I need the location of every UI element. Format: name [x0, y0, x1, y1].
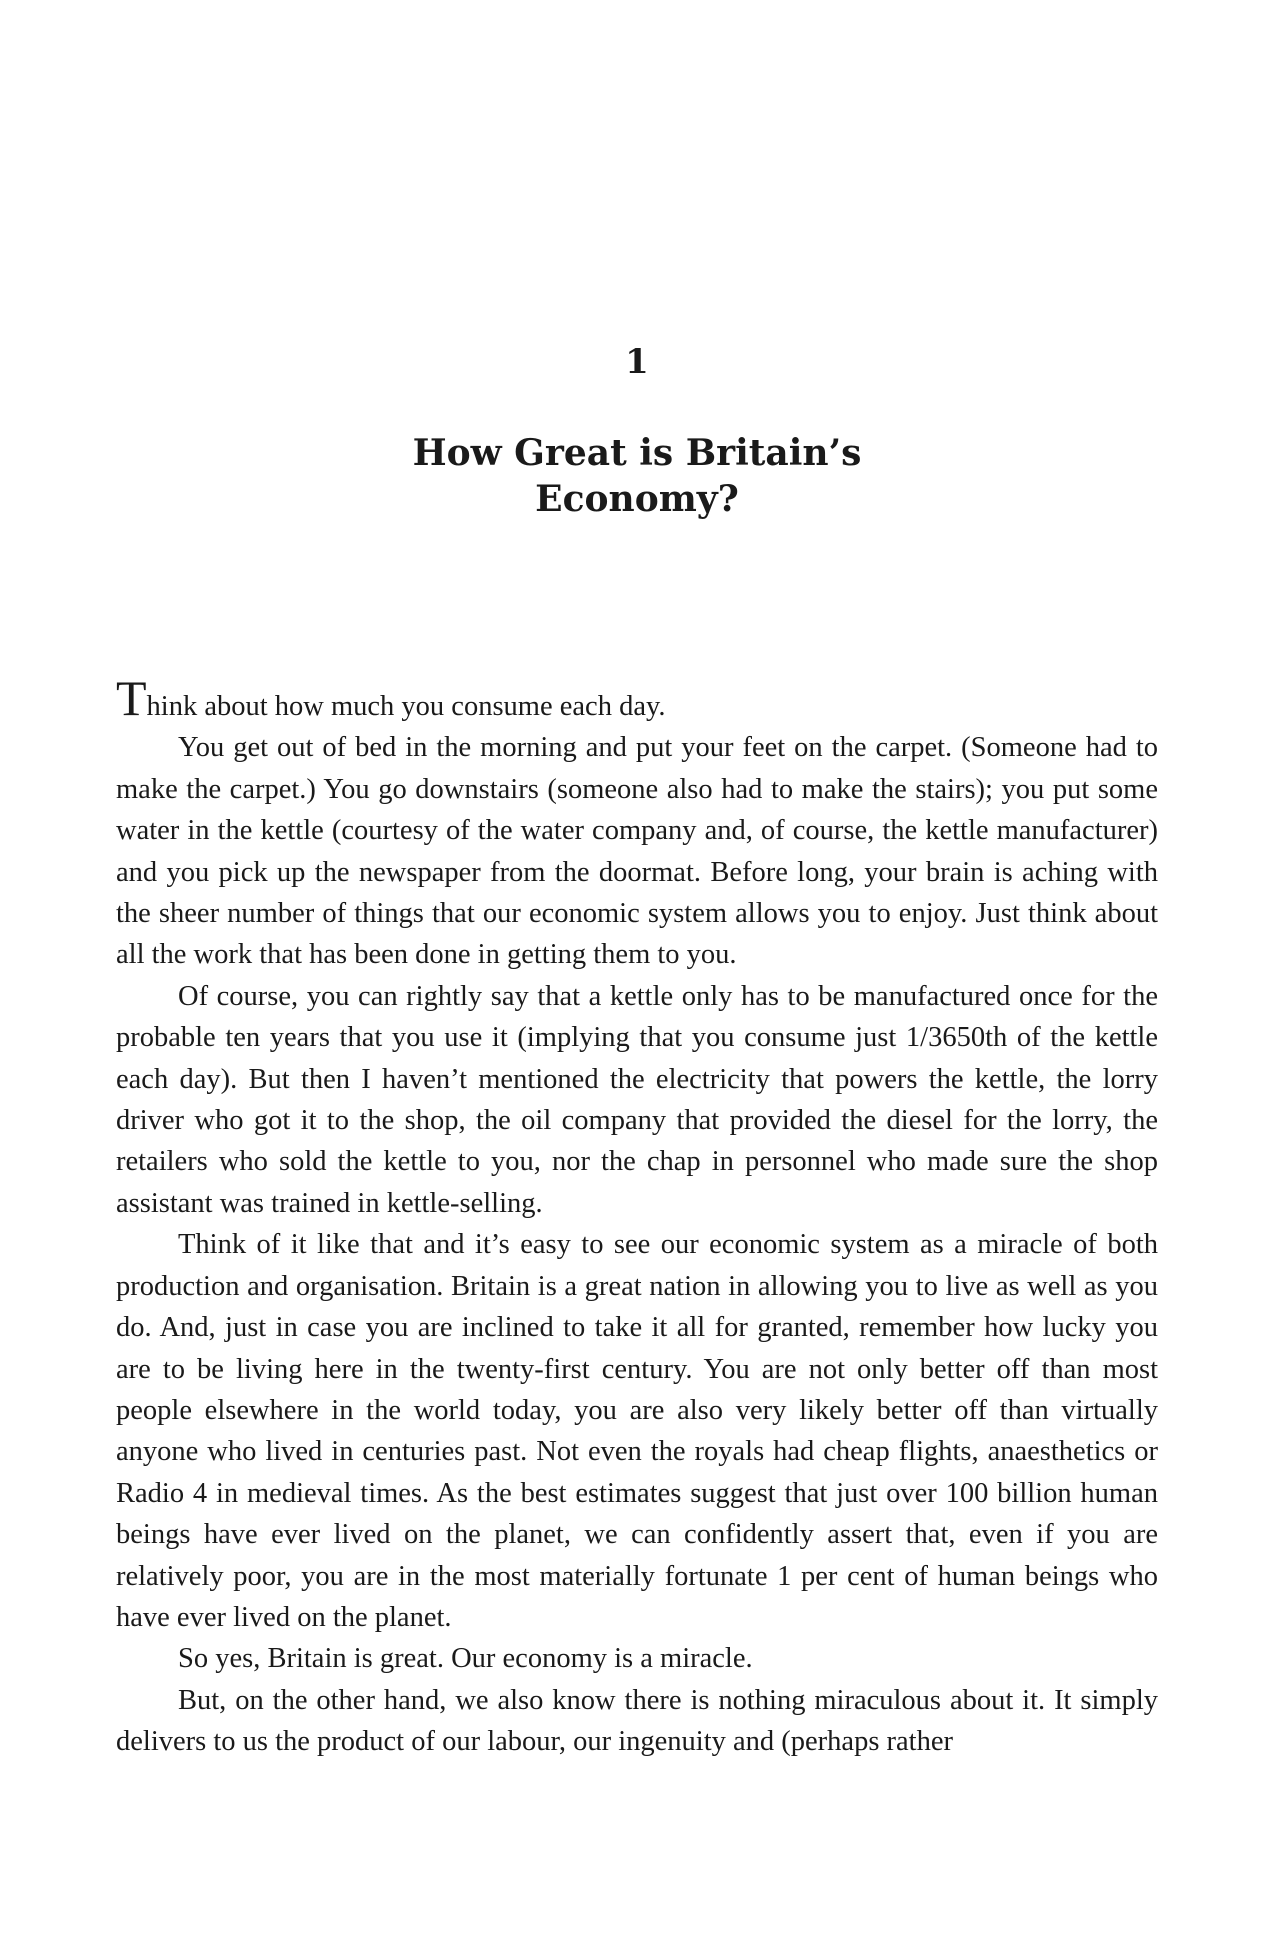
- paragraph-1-text: hink about how much you consume each day.: [146, 691, 666, 722]
- paragraph-5: So yes, Britain is great. Our economy is a miracle.: [178, 1643, 753, 1675]
- paragraph-2: You get out of bed in the morning and put your feet on the carpet. (Someone had to make the carpet.) You go downstairs (someone also had to make the stairs); you put some water in the kettle (courtesy of the water company and, of course, the kettle manufacturer) and you pick up the newspaper from the doormat. Before long, your brain is aching with the sheer number of things that our economic system allows you to enjoy. Just think about all the work that has been done in getting them to you.: [116, 732, 1158, 971]
- chapter-title-line-2: Economy?: [535, 478, 739, 520]
- paragraph-3: Of course, you can rightly say that a kettle only has to be manufactured once for the probable ten years that you use it (implying that you consume just 1/3650th of the kettle each day). But then I haven’t mentioned the electricity that powers the kettle, the lorry driver who got it to the shop, the oil company that provided the diesel for the lorry, the retailers who sold the kettle to you, nor the chap in personnel who made sure the shop assistant was trained in kettle-selling.: [116, 980, 1158, 1219]
- chapter-title: [0, 430, 1274, 522]
- chapter-number: 1: [625, 342, 649, 382]
- paragraph-6: But, on the other hand, we also know there is nothing miraculous about it. It simply delivers to us the product of our labour, our ingenuity and (perhaps rather: [116, 1684, 1158, 1758]
- chapter-title-line-1: How Great is Britain’s: [412, 432, 862, 474]
- body-text: [116, 670, 1158, 1763]
- paragraph-4: Think of it like that and it’s easy to see our economic system as a miracle of both production and organisation. Britain is a great nation in allowing you to live as well as you do. And, just in case you are inclined to take it all for granted, remember how lucky you are to be living here in the twenty-first century. You are not only better off than most people elsewhere in the world today, you are also very likely better off than virtually anyone who lived in centuries past. Not even the royals had cheap flights, anaesthetics or Radio 4 in medieval times. As the best estimates suggest that just over 100 billion human beings have ever lived on the planet, we can confidently assert that, even if you are relatively poor, you are in the most materially fortunate 1 per cent of human beings who have ever lived on the planet.: [116, 1229, 1158, 1633]
- paragraph-1: [116, 670, 1158, 727]
- drop-cap: T: [116, 670, 147, 726]
